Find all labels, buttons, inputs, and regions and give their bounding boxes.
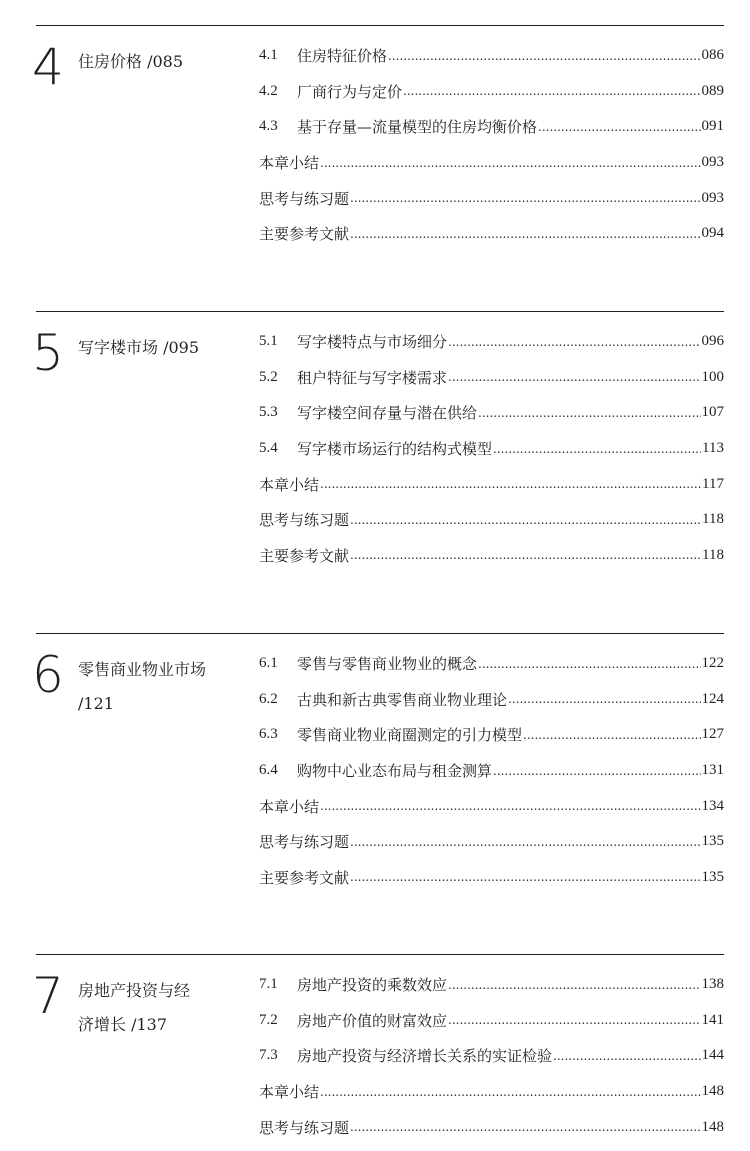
toc-entry[interactable] [259,38,724,74]
dot-leader [538,120,700,134]
toc-entry[interactable] [259,717,724,753]
dot-leader [320,477,701,491]
page-number: 144 [701,1047,724,1064]
entry-label: 房地产投资与经济增长关系的实证检验 [297,1047,553,1066]
chapter-number: 4 [32,38,64,96]
chapter-title: 房地产投资与经济增长 /137 [78,981,191,1034]
page-number: 118 [702,546,724,563]
toc-entries [259,324,724,573]
page-number: 089 [701,82,724,99]
toc-entries [259,38,724,252]
chapter-title: 住房价格 /085 [78,52,184,71]
page-number: 148 [701,1118,724,1135]
entry-label: 主要参考文献 [259,225,350,244]
toc-entry[interactable] [259,824,724,860]
page-number: 122 [701,655,724,672]
page-number: 086 [701,47,724,64]
page-number: 113 [702,440,724,457]
entry-label: 本章小结 [259,797,320,816]
dot-leader [508,692,700,706]
dot-leader [448,335,700,349]
toc-entries [259,967,724,1145]
page-number: 138 [701,976,724,993]
chapter-title: 零售商业物业市场 /121 [78,660,207,713]
page-number: 093 [701,189,724,206]
dot-leader [448,370,700,384]
chapter-title: 写字楼市场 /095 [78,338,200,357]
entry-label: 思考与练习题 [259,511,350,530]
toc-entry[interactable] [259,788,724,824]
dot-leader [350,513,701,527]
toc-entry[interactable] [259,324,724,360]
entry-label: 写字楼特点与市场细分 [297,333,448,352]
dot-leader [448,978,700,992]
dot-leader [350,548,701,562]
dot-leader [403,84,700,98]
section-number: 5.4 [259,440,278,457]
divider [36,311,724,312]
dot-leader [350,227,700,241]
entry-label: 写字楼市场运行的结构式模型 [297,440,493,459]
page-number: 135 [701,833,724,850]
toc-entry[interactable] [259,145,724,181]
entry-label: 古典和新古典零售商业物业理论 [297,690,508,709]
section-number: 7.2 [259,1011,278,1028]
dot-leader [320,156,700,170]
toc-entry[interactable] [259,431,724,467]
toc-entry[interactable] [259,682,724,718]
divider [36,25,724,26]
entry-label: 零售与零售商业物业的概念 [297,655,478,674]
entry-label: 厂商行为与定价 [297,82,403,101]
page-number: 096 [701,333,724,350]
toc-entry[interactable] [259,1038,724,1074]
section-number: 7.3 [259,1047,278,1064]
toc-entry[interactable] [259,1109,724,1145]
toc-entry[interactable] [259,538,724,574]
page-number: 100 [701,368,724,385]
dot-leader [523,728,700,742]
toc-entry[interactable] [259,646,724,682]
divider [36,954,724,955]
section-number: 6.4 [259,762,278,779]
entry-label: 住房特征价格 [297,47,388,66]
entry-label: 本章小结 [259,475,320,494]
chapter-number: 7 [32,967,64,1025]
dot-leader [448,1013,700,1027]
page-number: 141 [701,1011,724,1028]
page-number: 134 [701,797,724,814]
page-number: 127 [701,726,724,743]
toc-entry[interactable] [259,109,724,145]
entry-label: 零售商业物业商圈测定的引力模型 [297,726,523,745]
entry-label: 基于存量—流量模型的住房均衡价格 [297,118,538,137]
dot-leader [478,657,700,671]
section-number: 5.3 [259,404,278,421]
divider [36,633,724,634]
section-number: 6.3 [259,726,278,743]
toc-entry[interactable] [259,860,724,896]
section-number: 5.1 [259,333,278,350]
entry-label: 写字楼空间存量与潜在供给 [297,404,478,423]
section-number: 6.2 [259,690,278,707]
chapter-number: 6 [32,646,64,704]
dot-leader [478,406,700,420]
page-number: 094 [701,225,724,242]
dot-leader [493,442,701,456]
toc-entry[interactable] [259,502,724,538]
page-number: 091 [701,118,724,135]
dot-leader [493,764,700,778]
entry-label: 主要参考文献 [259,546,350,565]
page-number: 118 [702,511,724,528]
toc-entry[interactable] [259,180,724,216]
toc-entry[interactable] [259,1003,724,1039]
entry-label: 本章小结 [259,1083,320,1102]
page-number: 093 [701,154,724,171]
page-number: 135 [701,868,724,885]
toc-entry[interactable] [259,1074,724,1110]
toc-entry[interactable] [259,466,724,502]
toc-entry[interactable] [259,216,724,252]
page-number: 107 [701,404,724,421]
section-number: 5.2 [259,368,278,385]
dot-leader [553,1049,700,1063]
dot-leader [350,191,700,205]
entry-label: 购物中心业态布局与租金测算 [297,762,493,781]
toc-entries [259,646,724,895]
section-number: 7.1 [259,976,278,993]
toc-entry[interactable] [259,74,724,110]
chapter-number: 5 [32,324,64,382]
entry-label: 房地产投资的乘数效应 [297,976,448,995]
dot-leader [350,835,700,849]
dot-leader [350,1120,700,1134]
entry-label: 房地产价值的财富效应 [297,1011,448,1030]
entry-label: 租户特征与写字楼需求 [297,368,448,387]
page-number: 117 [702,475,724,492]
entry-label: 思考与练习题 [259,189,350,208]
section-number: 4.3 [259,118,278,135]
page-number: 124 [701,690,724,707]
entry-label: 思考与练习题 [259,833,350,852]
dot-leader [320,799,700,813]
toc-entry[interactable] [259,753,724,789]
dot-leader [388,49,700,63]
section-number: 4.1 [259,47,278,64]
entry-label: 主要参考文献 [259,868,350,887]
dot-leader [320,1085,700,1099]
entry-label: 本章小结 [259,154,320,173]
page-number: 148 [701,1083,724,1100]
dot-leader [350,870,700,884]
entry-label: 思考与练习题 [259,1118,350,1137]
section-number: 4.2 [259,82,278,99]
page-number: 131 [701,762,724,779]
toc-entry[interactable] [259,360,724,396]
section-number: 6.1 [259,655,278,672]
toc-entry[interactable] [259,967,724,1003]
toc-entry[interactable] [259,395,724,431]
